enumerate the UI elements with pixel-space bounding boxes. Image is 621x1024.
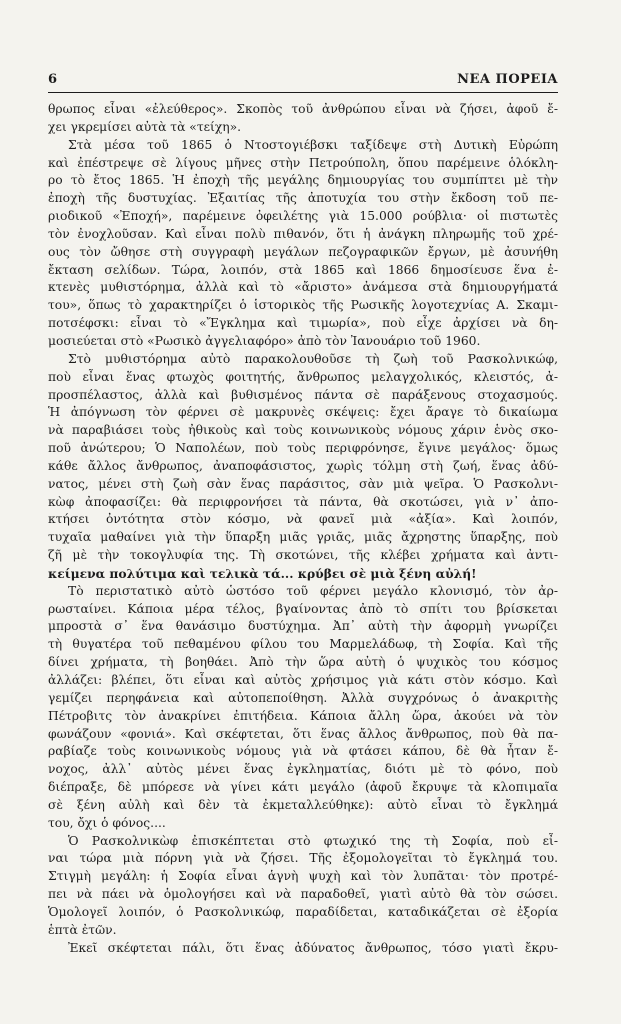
text-line: Πέτροβιτς τὸν ἀνακρίνει ἐπιτήδεια. Κάποια ἄλλη ὥρα, ἀκούει νὰ τὸν [48,708,558,723]
text-line: ρωσταίνει. Κάποια μέρα τέλος, βγαίνοντας ἀπὸ τὸ σπίτι του βρίσκεται [48,601,558,616]
text-line: τὴ θυγατέρα τοῦ πεθαμένου φίλου του Μαρμελάδωφ, τὴ Σοφία. Καὶ τῆς [48,637,558,652]
text-line: δίνει χρήματα, τὴ βοηθάει. Ἀπὸ τὴν ὥρα αὐτὴ ὁ ψυχικὸς του κόσμος [48,655,558,670]
text-line: θρωπος εἶναι «ἐλεύθερος». Σκοπὸς τοῦ ἀνθρώπου εἶναι νὰ ζήσει, ἀφοῦ ἔ- [48,102,558,116]
text-line: του», ὅπως τὸ χαρακτηρίζει ὁ ἱστορικὸς τῆς Ρωσικῆς λογοτεχνίας Α. Σκαμι- [48,298,558,313]
text-line: ζῆ μὲ τὴν τοκογλυφία της. Τὴ σκοτώνει, τῆς κλέβει χρήματα καὶ ἀντι- [48,548,558,563]
text-line: μοσιεύεται στὸ «Ρωσικὸ ἀγγελιαφόρο» ἀπὸ τὸν Ἰανουάριο τοῦ 1960. [48,333,481,348]
text-line: ους τὸν ὤθησε στὴ συγγραφὴ μεγάλων πεζογραφικῶν ἔργων, μὲ ἀσυνήθη [48,244,558,259]
text-line: νὰ παραβιάσει τοὺς ἠθικοὺς καὶ τοὺς κοινωνικοὺς νόμους χάριν ἑνὸς σκο- [48,423,558,438]
text-line: ριοδικοῦ «Ἐποχή», παρέμεινε ὀφειλέτης γιὰ 15.000 ρούβλια· οἱ πιστωτὲς [48,209,558,224]
text-line: φωνάζουν «φονιά». Καὶ σκέφτεται, ὅτι ἕνας ἄλλος ἄνθρωπος, ποὺ θὰ πα- [48,726,558,741]
text-line: ποῦ ἀνώτερου; Ὁ Ναπολέων, ποὺ τοὺς περιφρόνησε, ἔγινε μεγάλος· ὅμως [48,441,558,456]
text-line: ἔκταση σελίδων. Τώρα, λοιπόν, στὰ 1865 καὶ 1866 δημοσίευσε ἕνα ἐ- [48,262,558,277]
text-line: ποτσέφσκι: εἶναι τὸ «Ἔγκλημα καὶ τιμωρία», ποὺ εἶχε ἀρχίσει νὰ δη- [48,316,558,331]
text-line: κείμενα πολύτιμα καὶ τελικὰ τά... κρύβει σὲ μιὰ ξένη αὐλή! [48,565,477,581]
text-line: γεμίζει περηφάνεια καὶ αὐτοπεποίθηση. Ἀλλὰ συγχρόνως ὁ ἀνακριτὴς [48,690,558,705]
text-line: προσπέλαστος, ἀλλὰ καὶ βυθισμένος πάντα σὲ παράξενους στοχασμούς. [48,387,558,402]
text-line: Τὸ περιστατικὸ αὐτὸ ὡστόσο τοῦ φέρνει μεγάλο κλονισμό, τὸν ἀρ- [68,583,558,598]
text-line: τυχαῖα μαθαίνει γιὰ τὴν ὕπαρξη μιᾶς γριᾶς, μιᾶς ἄχρηστης ὕπαρξης, ποὺ [48,530,558,545]
text-line: πει νὰ πάει νὰ ὁμολογήσει καὶ νὰ παραδοθεῖ, γιατὶ αὐτὸ θὰ τὸν σώσει. [48,887,558,902]
text-line: ἑπτὰ ἐτῶν. [48,922,117,937]
text-line: Ἡ ἀπόγνωση τὸν φέρνει σὲ μακρυνὲς σκέψεις: ἔχει ἄραγε τὸ δικαίωμα [48,405,558,420]
text-line: κάθε ἄλλος ἄνθρωπος, ἀναποφάσιστος, χωρὶς τόλμη στὴ ζωή, ἕνας ἀδύ- [48,458,558,473]
text-line: νοχος, ἀλλ᾿ αὐτὸς μένει ἕνας ἐγκληματίας, διότι μὲ τὸ φόνο, ποὺ [48,762,558,777]
text-line: Στιγμὴ μεγάλη: ἡ Σοφία εἶναι ἁγνὴ ψυχὴ καὶ τὸν λυπᾶται· τὸν προτρέ- [48,869,558,884]
header-rule [48,92,558,93]
text-line: νατος, μένει στὴ ζωὴ σὰν ἕνας παράσιτος, σὰν μιὰ ψεῖρα. Ὁ Ρασκολνι- [48,476,558,491]
text-line: Ἐκεῖ σκέφτεται πάλι, ὅτι ἕνας ἀδύνατος ἄνθρωπος, τόσο γιατὶ ἔκρυ- [68,940,558,955]
text-line: Ὁμολογεῖ λοιπόν, ὁ Ρασκολνικώφ, παραδίδεται, καταδικάζεται σὲ ἐξορία [48,904,558,919]
text-line: ἀλλάζει: βλέπει, ὅτι εἶναι καὶ αὐτὸς χρήσιμος γιὰ κάτι στὸν κόσμο. Καὶ [48,673,558,687]
text-line: καὶ ἐπέστρεψε σὲ λίγους μῆνες στὴν Πετρούπολη, ὅπου παρέμεινε ὁλόκλη- [48,155,558,170]
text-line: σὲ ξένη αὐλὴ καὶ δὲν τὰ ἐκμεταλλεύθηκε): αὐτὸ εἶναι τὸ ἔγκλημά [48,797,558,812]
text-line: ποὺ εἶναι ἕνας φτωχὸς φοιτητής, ἄνθρωπος μελαγχολικός, κλειστός, ἀ- [48,369,558,384]
running-title: ΝΕΑ ΠΟΡΕΙΑ [457,72,558,87]
text-line: ρο τὸ ἔτος 1865. Ἡ ἐποχὴ τῆς μεγάλης δημιουργίας του συμπίπτει μὲ τὴν [48,173,558,188]
text-line: Στὸ μυθιστόρημα αὐτὸ παρακολουθοῦσε τὴ ζωὴ τοῦ Ρασκολνικώφ, [68,351,558,366]
text-line: κὼφ ἀποφασίζει: θὰ περιφρονήσει τὰ πάντα, θὰ σκοτώσει, γιὰ ν᾿ ἀπο- [48,494,558,509]
body-text [48,101,558,958]
text-line: χει γκρεμίσει αὐτὰ τὰ «τείχη». [48,119,242,134]
page-number: 6 [48,72,58,87]
text-line: ραβίαζε τοὺς κοινωνικοὺς νόμους γιὰ νὰ φτάσει κάπου, δὲ θὰ ἦταν ἔ- [48,744,558,759]
text-line: Στὰ μέσα τοῦ 1865 ὁ Ντοστογιέβσκι ταξίδεψε στὴ Δυτικὴ Εὐρώπη [68,137,558,152]
text-line: μπροστὰ σ᾿ ἕνα θανάσιμο δυστύχημα. Ἀπ᾿ αὐτὴ τὴν ἀφορμὴ γνωρίζει [48,619,558,634]
text-line: κτήσει ὀντότητα στὸν κόσμο, νὰ φανεῖ μιὰ «ἀξία». Καὶ λοιπόν, [48,512,558,527]
text-line: ναι τώρα μιὰ πόρνη γιὰ νὰ ζήσει. Τῆς ἐξομολογεῖται τὸ ἔγκλημά του. [48,851,558,866]
text-line: του, ὄχι ὁ φόνος.... [48,815,166,830]
text-line: Ὁ Ρασκολνικὼφ ἐπισκέπτεται στὸ φτωχικό της τὴ Σοφία, ποὺ εἶ- [68,833,558,848]
text-line: διέπραξε, δὲ μπόρεσε νὰ γίνει κάτι μεγάλο (ἀφοῦ ἔκρυψε τὰ κλοπιμαῖα [48,780,558,795]
text-line: τὸν ἐνοχλοῦσαν. Καὶ εἶναι πολὺ πιθανόν, ὅτι ἡ ἀνάγκη πληρωμῆς τοῦ χρέ- [48,226,558,241]
page-header [48,70,558,92]
text-line: ἐποχὴ τῆς δυστυχίας. Ἐξαιτίας τῆς ἀποτυχία του στὴν ἔκδοση τοῦ πε- [48,191,558,206]
text-line: κτενὲς μυθιστόρημα, ἀλλὰ καὶ τὸ «ἄριστο» ἀνάμεσα στὰ δημιουργήματά [48,280,558,295]
